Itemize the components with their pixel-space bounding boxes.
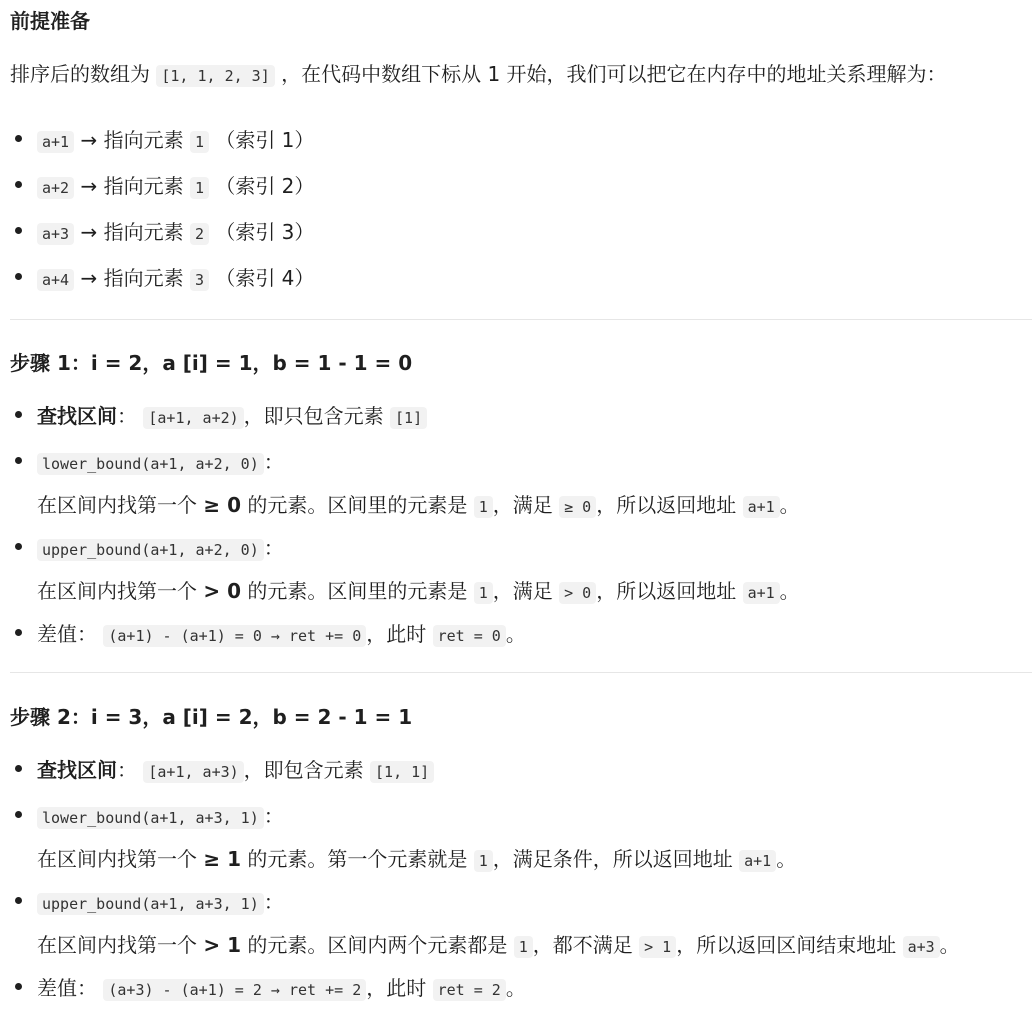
lower-bound-explanation <box>37 489 1020 518</box>
address-code: a+3 <box>37 223 74 245</box>
return-code: a+3 <box>903 936 940 958</box>
colon: ： <box>263 536 284 560</box>
intro-text: 排序后的数组为 <box>10 62 150 86</box>
arrow-text: → 指向元素 <box>80 128 184 152</box>
text: ，所以返回区间结束地址 <box>676 933 897 957</box>
text: 在区间内找第一个 <box>37 579 197 603</box>
list-item <box>10 262 1010 308</box>
bold-condition: ≥ 0 <box>203 493 241 517</box>
text: ，满足条件，所以返回地址 <box>492 847 733 871</box>
return-code: a+1 <box>739 850 776 872</box>
range-tail: ，即只包含元素 <box>243 404 384 428</box>
index-text: （索引 2） <box>215 174 315 198</box>
value-code: 2 <box>190 223 209 245</box>
text: ，此时 <box>366 622 427 646</box>
list-item <box>10 886 1020 972</box>
value-code: 1 <box>514 936 533 958</box>
lower-bound-explanation <box>37 843 1020 872</box>
address-code: a+1 <box>37 131 74 153</box>
text: ，都不满足 <box>532 933 633 957</box>
text: ，此时 <box>366 976 427 1000</box>
text: ，满足 <box>492 493 553 517</box>
text: 的元素。区间内两个元素都是 <box>247 933 508 957</box>
colon: ： <box>117 758 137 782</box>
range-label: 查找区间 <box>37 758 117 782</box>
return-code: a+1 <box>743 582 780 604</box>
diff-label: 差值： <box>37 622 97 646</box>
list-item <box>10 972 1020 1018</box>
list-item <box>10 754 1020 800</box>
value-code: 1 <box>474 582 493 604</box>
array-code: [1, 1, 2, 3] <box>156 65 274 87</box>
text: 的元素。区间里的元素是 <box>247 579 468 603</box>
text: 。 <box>505 622 526 646</box>
text: 。 <box>779 579 800 603</box>
range-code: [a+1, a+2) <box>143 407 243 429</box>
text: ，满足 <box>492 579 553 603</box>
section-divider <box>10 319 1032 320</box>
bold-condition: > 1 <box>203 933 241 957</box>
value-code: 1 <box>474 850 493 872</box>
step2-title: 步骤 2：i = 3，a [i] = 2，b = 2 - 1 = 1 <box>10 705 413 729</box>
text: 的元素。区间里的元素是 <box>247 493 468 517</box>
step1-list <box>10 400 1020 664</box>
address-list <box>10 124 1010 308</box>
ret-code: ret = 2 <box>433 979 506 1001</box>
bold-condition: ≥ 1 <box>203 847 241 871</box>
index-text: （索引 3） <box>215 220 315 244</box>
arrow-text: → 指向元素 <box>80 266 184 290</box>
text: 在区间内找第一个 <box>37 493 197 517</box>
ret-code: ret = 0 <box>433 625 506 647</box>
text: ，所以返回地址 <box>596 579 737 603</box>
address-code: a+4 <box>37 269 74 291</box>
arrow-text: → 指向元素 <box>80 174 184 198</box>
text: 在区间内找第一个 <box>37 847 197 871</box>
value-code: 1 <box>190 131 209 153</box>
text: 。 <box>505 976 526 1000</box>
range-elements-code: [1, 1] <box>370 761 434 783</box>
text: ，所以返回地址 <box>596 493 737 517</box>
arrow-text: → 指向元素 <box>80 220 184 244</box>
upper-bound-explanation <box>37 575 1020 604</box>
text: 。 <box>779 493 800 517</box>
colon: ： <box>263 804 284 828</box>
text: 。 <box>939 933 960 957</box>
range-code: [a+1, a+3) <box>143 761 243 783</box>
list-item <box>10 446 1020 532</box>
upper-bound-explanation <box>37 929 1020 958</box>
section-divider <box>10 672 1032 673</box>
list-item <box>10 800 1020 886</box>
diff-label: 差值： <box>37 976 97 1000</box>
condition-code: ≥ 0 <box>559 496 596 518</box>
diff-code: (a+3) - (a+1) = 2 → ret += 2 <box>103 979 366 1001</box>
text: 的元素。第一个元素就是 <box>247 847 468 871</box>
step1-title: 步骤 1：i = 2，a [i] = 1，b = 1 - 1 = 0 <box>10 351 413 375</box>
range-label: 查找区间 <box>37 404 117 428</box>
diff-code: (a+1) - (a+1) = 0 → ret += 0 <box>103 625 366 647</box>
list-item <box>10 400 1020 446</box>
colon: ： <box>263 450 284 474</box>
condition-code: > 1 <box>639 936 676 958</box>
value-code: 1 <box>190 177 209 199</box>
bold-condition: > 0 <box>203 579 241 603</box>
upper-bound-code: upper_bound(a+1, a+3, 1) <box>37 893 264 915</box>
upper-bound-code: upper_bound(a+1, a+2, 0) <box>37 539 264 561</box>
list-item <box>10 170 1010 216</box>
step2-list <box>10 754 1020 1018</box>
premise-intro <box>10 60 947 90</box>
list-item <box>10 618 1020 664</box>
return-code: a+1 <box>743 496 780 518</box>
value-code: 3 <box>190 269 209 291</box>
colon: ： <box>263 890 284 914</box>
range-tail: ，即包含元素 <box>243 758 364 782</box>
text: 。 <box>776 847 797 871</box>
list-item <box>10 532 1020 618</box>
premise-title: 前提准备 <box>10 9 90 33</box>
index-text: （索引 1） <box>215 128 315 152</box>
lower-bound-code: lower_bound(a+1, a+2, 0) <box>37 453 264 475</box>
address-code: a+2 <box>37 177 74 199</box>
colon: ： <box>117 404 137 428</box>
lower-bound-code: lower_bound(a+1, a+3, 1) <box>37 807 264 829</box>
value-code: 1 <box>474 496 493 518</box>
list-item <box>10 216 1010 262</box>
range-elements-code: [1] <box>390 407 427 429</box>
index-text: （索引 4） <box>215 266 315 290</box>
condition-code: > 0 <box>559 582 596 604</box>
list-item <box>10 124 1010 170</box>
intro-text-tail: ，在代码中数组下标从 1 开始，我们可以把它在内存中的地址关系理解为： <box>281 62 947 86</box>
text: 在区间内找第一个 <box>37 933 197 957</box>
